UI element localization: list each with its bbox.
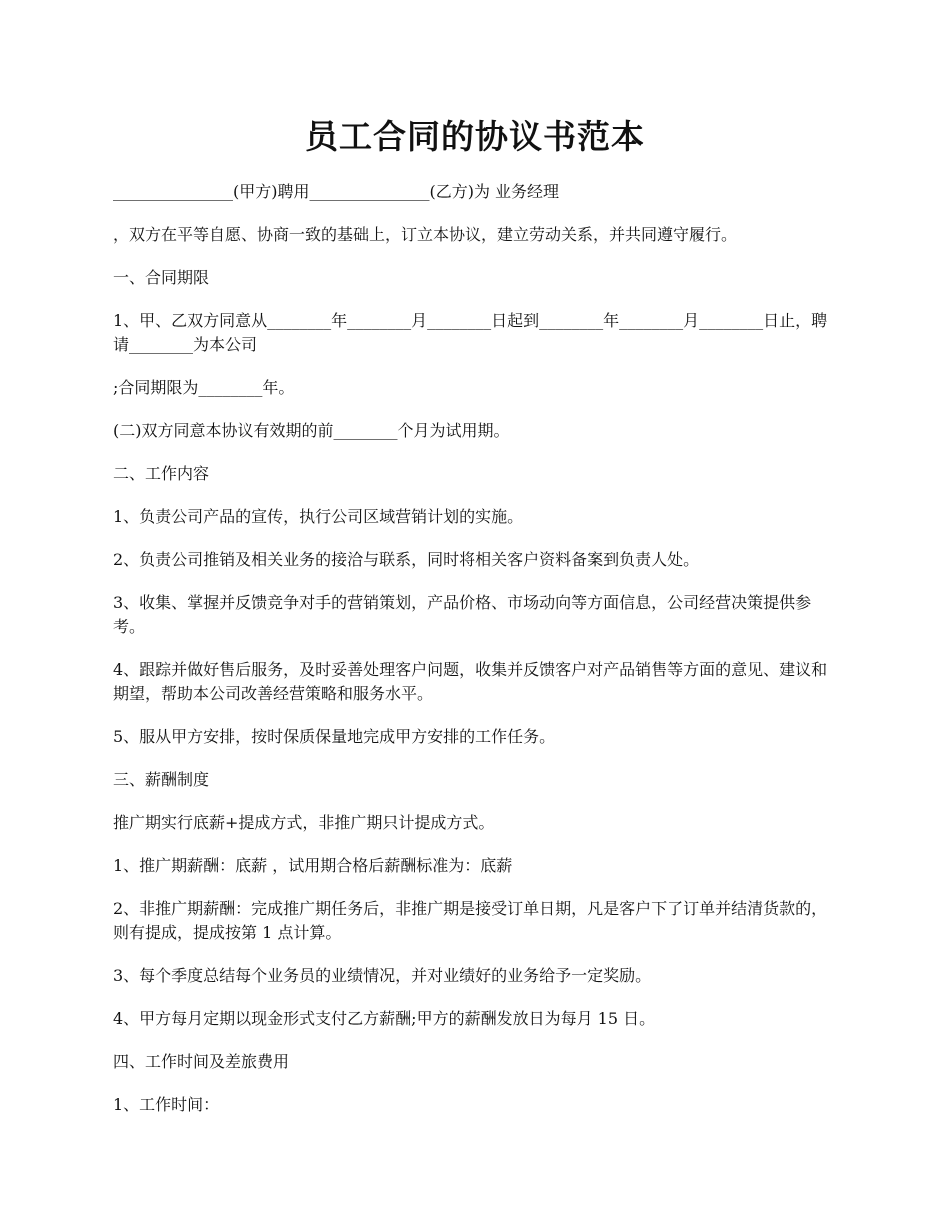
duty-item: 3、收集、掌握并反馈竞争对手的营销策划，产品价格、市场动向等方面信息，公司经营决策提供参考。 xyxy=(113,593,812,636)
document-body xyxy=(113,180,838,1136)
salary-item: 3、每个季度总结每个业务员的业绩情况，并对业绩好的业务给予一定奖励。 xyxy=(113,966,652,985)
worktime-item: 1、工作时间： xyxy=(113,1095,220,1114)
duty-item: 5、服从甲方安排，按时保质保量地完成甲方安排的工作任务。 xyxy=(113,727,556,746)
section-heading-worktime: 四、工作时间及差旅费用 xyxy=(113,1052,290,1071)
salary-item: 2、非推广期薪酬：完成推广期任务后，非推广期是接受订单日期，凡是客户下了订单并结清货款的，则有提成，提成按第 1 点计算。 xyxy=(113,899,828,942)
salary-item: 1、推广期薪酬：底薪 ，试用期合格后薪酬标准为：底薪 xyxy=(113,856,513,875)
agreement-intro: ，双方在平等自愿、协商一致的基础上，订立本协议，建立劳动关系，并共同遵守履行。 xyxy=(113,225,738,244)
section-heading-term: 一、合同期限 xyxy=(113,268,210,287)
document-title: 员工合同的协议书范本 xyxy=(305,117,645,156)
duty-item: 2、负责公司推销及相关业务的接洽与联系，同时将相关客户资料备案到负责人处。 xyxy=(113,550,700,569)
party-line: _______________(甲方)聘用_______________(乙方)为 业务经理 xyxy=(113,182,560,201)
section-heading-duties: 二、工作内容 xyxy=(113,464,210,483)
term-duration: ;合同期限为________年。 xyxy=(113,378,295,397)
term-clause-1: 1、甲、乙双方同意从________年________月________日起到________年________月________日止，聘请________为本公司 xyxy=(113,311,828,354)
salary-intro: 推广期实行底薪+提成方式，非推广期只计提成方式。 xyxy=(113,813,495,832)
probation-clause: (二)双方同意本协议有效期的前________个月为试用期。 xyxy=(113,421,510,440)
section-heading-salary: 三、薪酬制度 xyxy=(113,770,210,789)
duty-item: 1、负责公司产品的宣传，执行公司区域营销计划的实施。 xyxy=(113,507,524,526)
duty-item: 4、跟踪并做好售后服务，及时妥善处理客户问题，收集并反馈客户对产品销售等方面的意见、建议和期望，帮助本公司改善经营策略和服务水平。 xyxy=(113,660,828,703)
salary-item: 4、甲方每月定期以现金形式支付乙方薪酬;甲方的薪酬发放日为每月 15 日。 xyxy=(113,1009,656,1028)
